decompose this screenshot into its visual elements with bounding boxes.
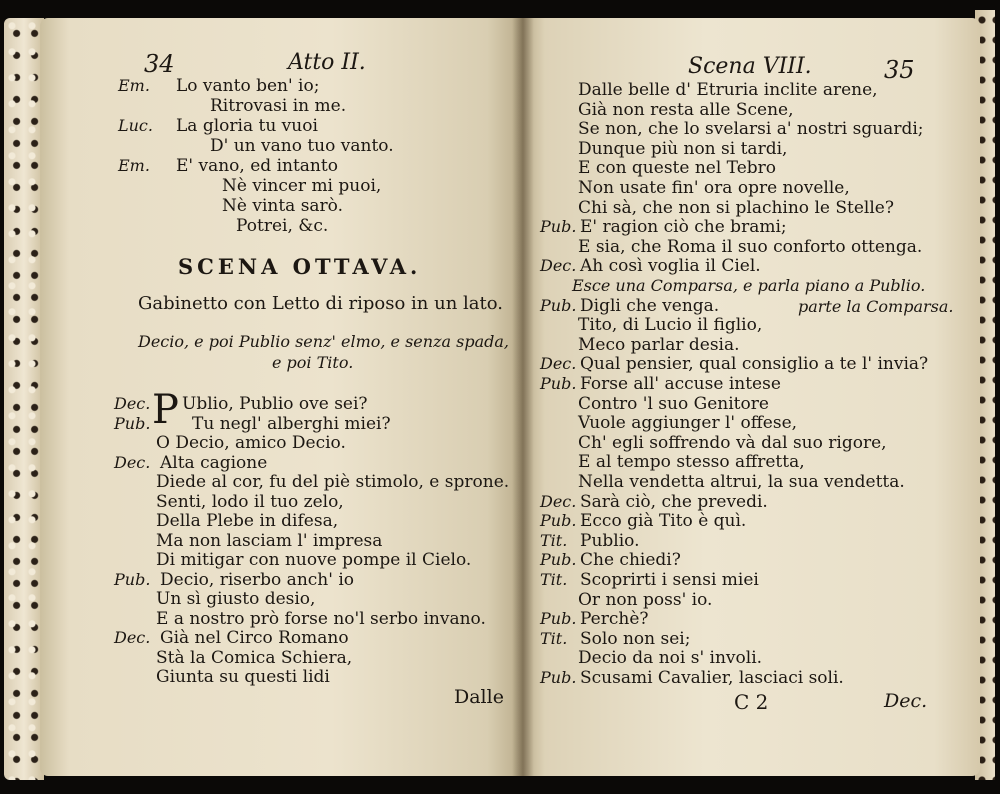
verse-line: Ecco già Tito è quì. <box>580 511 747 532</box>
characters-line-2: e poi Tito. <box>272 353 354 372</box>
speaker-label: Dec. <box>540 256 577 276</box>
verse-line: Nella vendetta altrui, la sua vendetta. <box>578 472 905 492</box>
verse-line: Contro 'l suo Genitore <box>578 393 769 414</box>
speaker-label: Dec. <box>114 452 151 472</box>
verse-line: Dalle belle d' Etruria inclite arene, <box>578 80 878 100</box>
verse-line: Di mitigar con nuove pompe il Cielo. <box>156 550 472 570</box>
speaker-label: Dec. <box>540 491 577 511</box>
speaker-label: Tit. <box>540 530 568 550</box>
book-gutter <box>512 18 534 776</box>
speaker-label: Luc. <box>118 116 153 135</box>
stage-direction-aside: parte la Comparsa. <box>798 296 954 316</box>
verse-line: Stà la Comica Schiera, <box>156 647 353 668</box>
verse-line: Perchè? <box>580 609 649 630</box>
verse-line: Ublio, Publio ove sei? <box>182 394 368 414</box>
verse-line: Tito, di Lucio il figlio, <box>578 315 763 336</box>
characters-line-1: Decio, e poi Publio senz' elmo, e senza spada, <box>138 332 509 351</box>
speaker-label: Dec. <box>114 394 151 413</box>
verse-line: D' un vano tuo vanto. <box>210 136 394 156</box>
marbled-edge-left <box>4 18 44 780</box>
speaker-label: Tit. <box>540 628 568 648</box>
verse-line: Ah così voglia il Ciel. <box>580 256 761 277</box>
verse-line: E a nostro prò forse no'l serbo invano. <box>156 608 486 629</box>
speaker-label: Dec. <box>114 628 151 647</box>
signature-mark: C 2 <box>734 690 769 714</box>
verse-line: Nè vincer mi puoi, <box>222 176 382 196</box>
verse-line: Lo vanto ben' io; <box>176 76 320 96</box>
catchword-left: Dalle <box>454 686 504 708</box>
verse-line: E sia, che Roma il suo conforto ottenga. <box>578 236 923 257</box>
speaker-label: Pub. <box>114 569 151 589</box>
catchword-right: Dec. <box>884 690 928 712</box>
verse-line: Giunta su questi lidi <box>156 667 330 687</box>
verse-line: Scusami Cavalier, lasciaci soli. <box>580 668 844 688</box>
speaker-label: Pub. <box>540 511 577 531</box>
verse-line: Della Plebe in difesa, <box>156 511 339 531</box>
verse-line: Un sì giusto desio, <box>156 589 316 609</box>
verse-line: Se non, che lo svelarsi a' nostri sguardi; <box>578 119 924 140</box>
verse-line: Alta cagione <box>160 452 268 473</box>
verse-line: E al tempo stesso affretta, <box>578 452 805 473</box>
verse-line: Or non poss' io. <box>578 589 713 610</box>
speaker-label: Pub. <box>540 668 577 687</box>
scene-setting: Gabinetto con Letto di riposo in un lato. <box>138 293 503 314</box>
verse-line: Meco parlar desia. <box>578 334 740 355</box>
drop-capital: P <box>152 387 179 433</box>
verse-line: Decio da noi s' involi. <box>578 648 763 669</box>
verse-line: E' ragion ciò che brami; <box>580 217 787 238</box>
verse-line: Nè vinta sarò. <box>222 196 344 216</box>
verse-line: Che chiedi? <box>580 550 681 571</box>
page-number-left: 34 <box>144 50 175 78</box>
stage-direction: Esce una Comparsa, e parla piano a Publio. <box>572 276 926 295</box>
verse-line: Decio, riserbo anch' io <box>160 569 354 590</box>
verse-line: Tu negl' alberghi miei? <box>192 413 391 434</box>
left-page <box>40 18 526 776</box>
verse-line: Vuole aggiunger l' offese, <box>578 413 798 434</box>
verse-line: Dunque più non si tardi, <box>578 138 788 159</box>
speaker-label: Dec. <box>540 354 577 374</box>
right-page <box>522 18 980 776</box>
running-head-left: Atto II. <box>288 50 366 75</box>
speaker-label: Pub. <box>540 374 577 393</box>
verse-line: Forse all' accuse intese <box>580 374 781 394</box>
verse-line: Ch' egli soffrendo và dal suo rigore, <box>578 432 887 453</box>
verse-line: Non usate fin' ora opre novelle, <box>578 178 850 198</box>
verse-line: Potrei, &c. <box>236 216 329 236</box>
speaker-label: Pub. <box>540 295 577 315</box>
verse-line: Senti, lodo il tuo zelo, <box>156 491 344 512</box>
scene-title: SCENA OTTAVA. <box>178 254 422 279</box>
verse-line: Ritrovasi in me. <box>210 96 347 116</box>
verse-line: Già non resta alle Scene, <box>578 99 794 120</box>
verse-line: La gloria tu vuoi <box>176 116 318 136</box>
speaker-label: Tit. <box>540 570 568 589</box>
verse-line: Già nel Circo Romano <box>160 628 349 648</box>
verse-line: Chi sà, che non si plachino le Stelle? <box>578 197 894 218</box>
speaker-label: Pub. <box>540 550 577 570</box>
verse-line: E' vano, ed intanto <box>176 156 338 176</box>
verse-line: Digli che venga. <box>580 295 720 316</box>
page-number-right: 35 <box>884 56 915 84</box>
verse-line: Scoprirti i sensi miei <box>580 570 759 590</box>
speaker-label: Pub. <box>540 217 577 237</box>
speaker-label: Pub. <box>114 413 151 433</box>
verse-line: E con queste nel Tebro <box>578 158 777 179</box>
verse-line: Solo non sei; <box>580 628 691 649</box>
verse-line: Ma non lasciam l' impresa <box>156 530 383 551</box>
verse-line: Sarà ciò, che prevedi. <box>580 491 768 512</box>
verse-line: Qual pensier, qual consiglio a te l' invia? <box>580 354 929 375</box>
speaker-label: Em. <box>118 76 150 95</box>
speaker-label: Em. <box>118 156 150 175</box>
speaker-label: Pub. <box>540 609 577 629</box>
verse-line: Publio. <box>580 530 640 551</box>
verse-line: Diede al cor, fu del piè stimolo, e sprone. <box>156 472 510 492</box>
verse-line: O Decio, amico Decio. <box>156 433 346 453</box>
running-head-right: Scena VIII. <box>688 54 812 79</box>
